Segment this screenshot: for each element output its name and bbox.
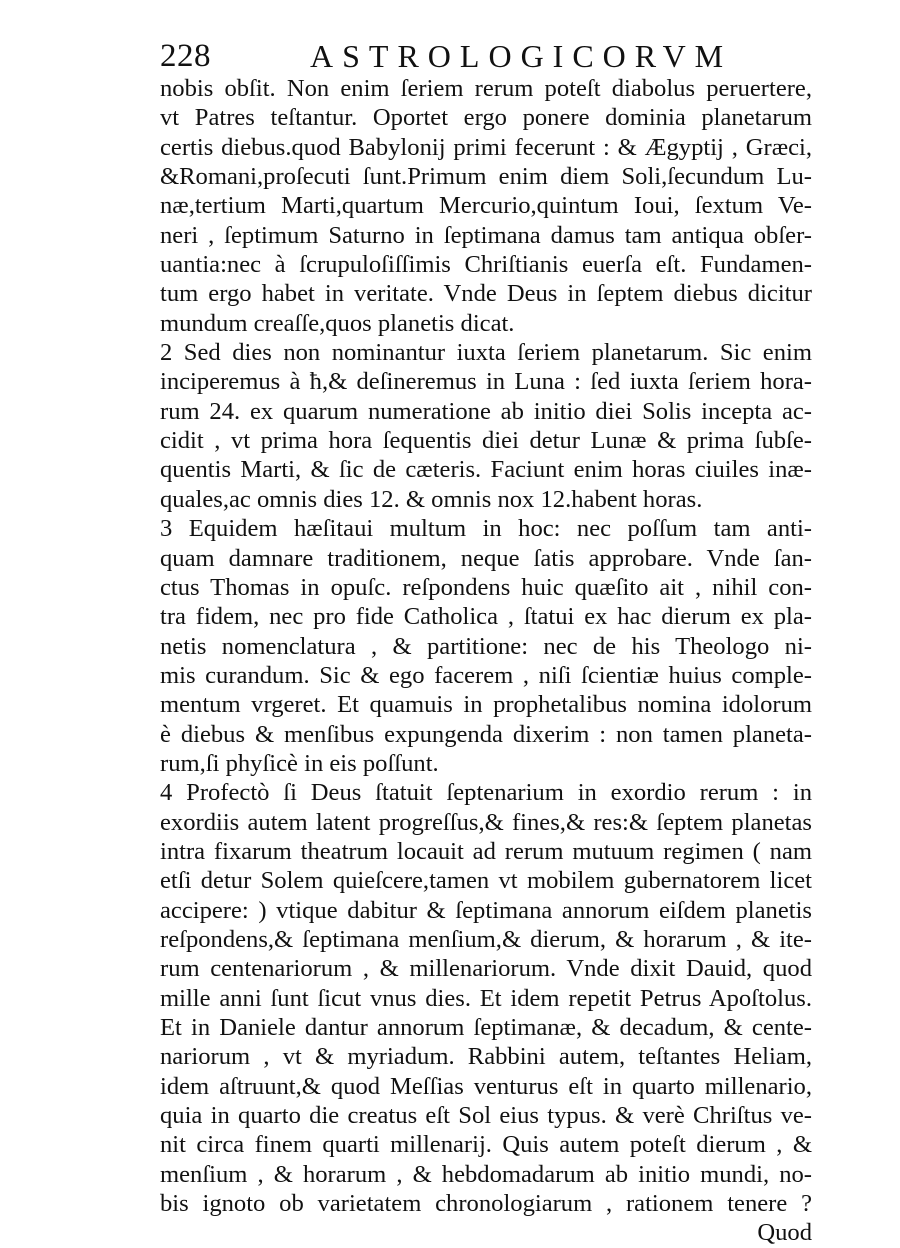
- text-line: cidit , vt prima hora ſequentis diei detur Lunæ & prima ſubſe-: [160, 427, 812, 455]
- paragraph-end-line: rum,ſi phyſicè in eis poſſunt.: [160, 749, 439, 777]
- text-line: è diebus & menſibus expungenda dixerim : non tamen planeta-: [160, 720, 812, 748]
- text-line: quentis Marti, & ſic de cæteris. Faciunt enim horas ciuiles inæ-: [160, 456, 812, 484]
- text-line: nobis obſit. Non enim ſeriem rerum poteſt diabolus peruertere,: [160, 75, 812, 102]
- text-line: nit circa finem quarti millenarij. Quis autem poteſt dierum , &: [160, 1131, 812, 1159]
- text-line: næ,tertium Marti,quartum Mercurio,quintum Ioui, ſextum Ve-: [160, 192, 812, 220]
- text-line: rum 24. ex quarum numeratione ab initio diei Solis incepta ac-: [160, 397, 812, 425]
- text-line: ctus Thomas in opuſc. reſpondens huic quæſito ait , nihil con-: [160, 573, 812, 601]
- text-block: [160, 74, 812, 1248]
- text-line: quam damnare traditionem, neque ſatis approbare. Vnde ſan-: [160, 544, 812, 572]
- paragraph-end-line: quales,ac omnis dies 12. & omnis nox 12.habent horas.: [160, 485, 703, 513]
- text-line: inciperemus à ħ,& deſineremus in Luna : ſed iuxta ſeriem hora-: [160, 368, 812, 396]
- text-line: certis diebus.quod Babylonij primi fecerunt : & Ægyptij , Græci,: [160, 133, 812, 161]
- paragraph-end-line: mundum creaſſe,quos planetis dicat.: [160, 309, 515, 337]
- text-line: Et in Daniele dantur annorum ſeptimanæ, & decadum, & cente-: [160, 1014, 812, 1041]
- text-line: netis nomenclatura , & partitione: nec de his Theologo ni-: [160, 632, 812, 660]
- text-line: nariorum , vt & myriadum. Rabbini autem, teſtantes Heliam,: [160, 1043, 812, 1071]
- text-line: uantia:nec à ſcrupuloſiſſimis Chriſtianis euerſa eſt. Fundamen-: [160, 251, 812, 279]
- text-line: mentum vrgeret. Et quamuis in prophetalibus nomina idolorum: [160, 691, 812, 719]
- text-line: tra fidem, nec pro fide Catholica , ſtatui ex hac dierum ex pla-: [160, 603, 812, 631]
- page-number: 228: [160, 38, 211, 74]
- text-line: neri , ſeptimum Saturno in ſeptimana damus tam antiqua obſer-: [160, 221, 812, 249]
- text-line: menſium , & horarum , & hebdomadarum ab initio mundi, no-: [160, 1160, 812, 1188]
- text-line: exordiis autem latent progreſſus,& fines,& res:& ſeptem planetas: [160, 808, 812, 836]
- text-line: tum ergo habet in veritate. Vnde Deus in ſeptem diebus dicitur: [160, 280, 812, 308]
- catchword: Quod: [757, 1219, 812, 1247]
- paragraph-2-start-line: 2 Sed dies non nominantur iuxta ſeriem planetarum. Sic enim: [160, 339, 812, 367]
- running-head: [160, 34, 820, 78]
- text-line: etſi detur Solem quieſcere,tamen vt mobilem gubernatorem licet: [160, 867, 812, 895]
- paragraph-3-start-line: 3 Equidem hæſitaui multum in hoc: nec poſſum tam anti-: [160, 515, 812, 543]
- text-line: mille anni ſunt ſicut vnus dies. Et idem repetit Petrus Apoſtolus.: [160, 984, 812, 1012]
- text-line: accipere: ) vtique dabitur & ſeptimana annorum eiſdem planetis: [160, 896, 812, 924]
- text-line: quia in quarto die creatus eſt Sol eius typus. & verè Chriſtus ve-: [160, 1102, 812, 1130]
- text-line: reſpondens,& ſeptimana menſium,& dierum, & horarum , & ite-: [160, 925, 812, 953]
- running-title: ASTROLOGICORVM: [310, 38, 733, 74]
- text-line: idem aſtruunt,& quod Meſſias venturus eſt in quarto millenario,: [160, 1072, 812, 1100]
- text-line: vt Patres teſtantur. Oportet ergo ponere dominia planetarum: [160, 104, 812, 132]
- paragraph-4-start-line: 4 Profectò ſi Deus ſtatuit ſeptenarium in exordio rerum : in: [160, 779, 812, 807]
- text-line: rum centenariorum , & millenariorum. Vnde dixit Dauid, quod: [160, 955, 812, 983]
- text-line: mis curandum. Sic & ego facerem , niſi ſcientiæ huius comple-: [160, 661, 812, 689]
- text-line: intra fixarum theatrum locauit ad rerum mutuum regimen ( nam: [160, 837, 812, 865]
- text-line: bis ignoto ob varietatem chronologiarum , rationem tenere ?: [160, 1190, 812, 1218]
- text-line: &Romani,proſecuti ſunt.Primum enim diem Soli,ſecundum Lu-: [160, 163, 812, 191]
